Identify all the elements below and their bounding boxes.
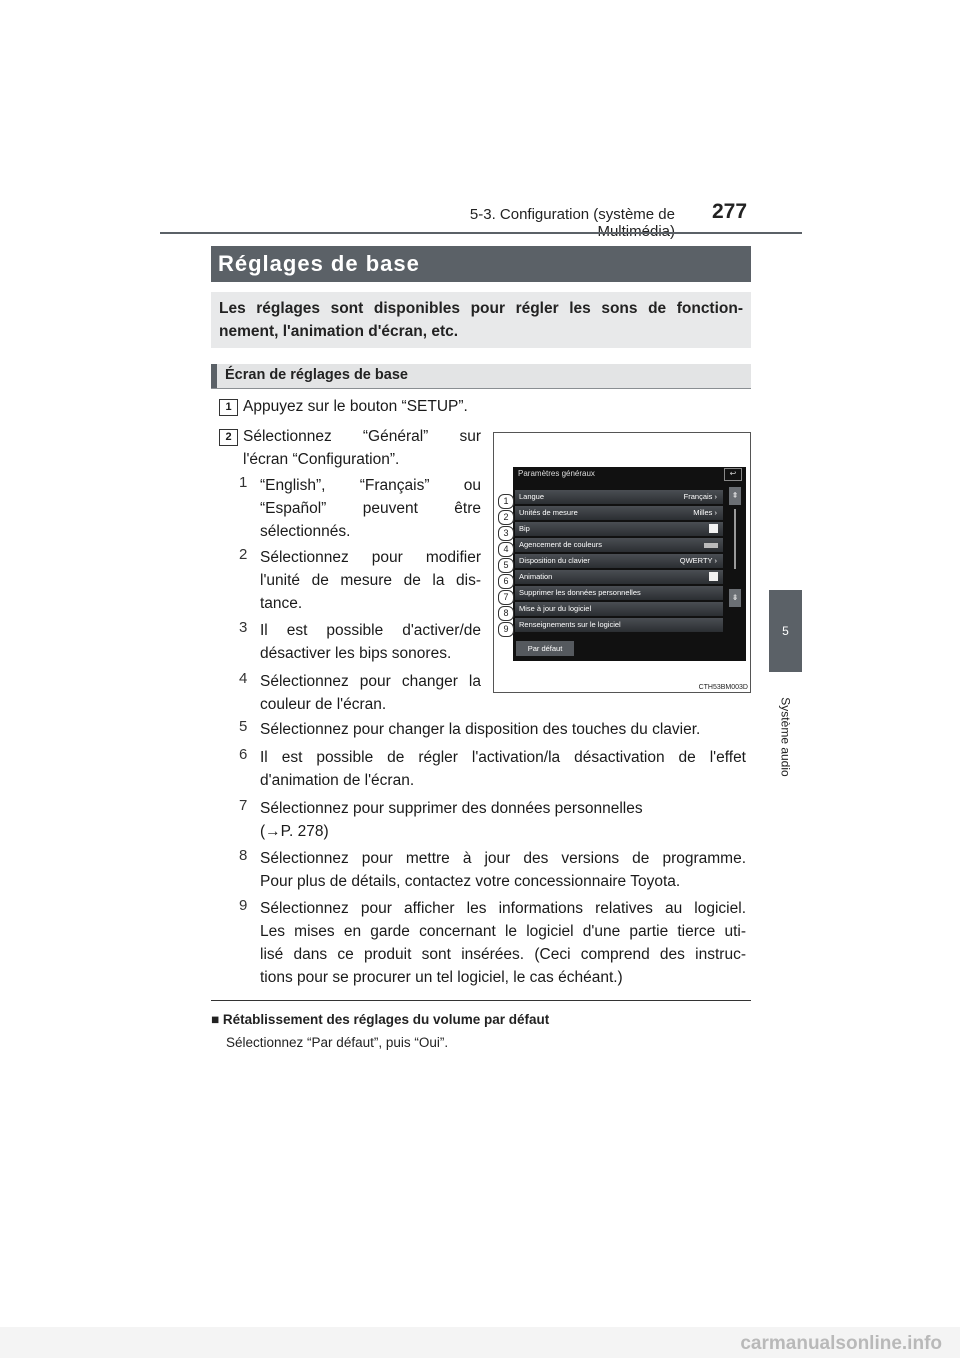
item-2-line-2: l'unité de mesure de la dis- bbox=[260, 572, 481, 589]
callout-8: 8 bbox=[498, 606, 514, 621]
settings-screen bbox=[513, 467, 746, 661]
item-3-line-1: Il est possible d'activer/de bbox=[260, 622, 481, 639]
callout-1: 1 bbox=[498, 494, 514, 509]
item-8-line-2: Pour plus de détails, contactez votre concessionnaire Toyota. bbox=[260, 873, 681, 890]
screen-row-software-info[interactable] bbox=[515, 618, 723, 633]
chapter-label bbox=[769, 672, 802, 802]
screen-row-keyboard[interactable] bbox=[515, 554, 723, 569]
item-9-line-1: Sélectionnez pour afficher les informations relatives au logiciel. bbox=[260, 900, 746, 917]
step-2-line-1: Sélectionnez “Général” sur bbox=[243, 428, 481, 445]
callout-5: 5 bbox=[498, 558, 514, 573]
screen-scrollbar[interactable] bbox=[729, 487, 741, 632]
item-6-line-1: Il est possible de régler l'activation/la désactivation de l'effet bbox=[260, 749, 746, 766]
screen-row-beep[interactable] bbox=[515, 522, 723, 537]
item-2-line-3: tance. bbox=[260, 595, 303, 612]
figure-id: CTH53BM003D bbox=[698, 684, 748, 691]
step-1-text: Appuyez sur le bouton “SETUP”. bbox=[243, 398, 468, 415]
screen-row-units[interactable] bbox=[515, 506, 723, 521]
subsection-title: Écran de réglages de base bbox=[225, 367, 408, 383]
screen-row-label: Agencement de couleurs bbox=[519, 540, 602, 549]
screen-row-language[interactable] bbox=[515, 490, 723, 505]
item-4-line-2: couleur de l'écran. bbox=[260, 696, 387, 713]
item-number-2: 2 bbox=[239, 546, 248, 563]
note-heading-text: Rétablissement des réglages du volume par défaut bbox=[222, 1012, 550, 1027]
screen-row-label: Animation bbox=[519, 572, 553, 581]
screen-row-delete-data[interactable] bbox=[515, 586, 723, 601]
screen-row-color[interactable] bbox=[515, 538, 723, 553]
callout-4: 4 bbox=[498, 542, 514, 557]
header-rule bbox=[160, 232, 802, 234]
item-number-1: 1 bbox=[239, 474, 248, 491]
item-number-3: 3 bbox=[239, 619, 248, 636]
note-rule bbox=[211, 1000, 751, 1001]
item-8-line-1: Sélectionnez pour mettre à jour des versions de programme. bbox=[260, 850, 746, 867]
item-4-line-1: Sélectionnez pour changer la bbox=[260, 673, 481, 690]
screen-row-software-update[interactable] bbox=[515, 602, 723, 617]
checkbox-icon[interactable] bbox=[709, 524, 718, 533]
intro-text: Les réglages sont disponibles pour régler les sons de fonction-nement, l'animation d'écran, etc. bbox=[219, 300, 743, 340]
item-1-line-2: “Español” peuvent être bbox=[260, 500, 481, 517]
item-number-8: 8 bbox=[239, 847, 248, 864]
checkbox-icon[interactable] bbox=[709, 572, 718, 581]
item-5-line-1: Sélectionnez pour changer la disposition des touches du clavier. bbox=[260, 721, 701, 738]
item-number-5: 5 bbox=[239, 718, 248, 735]
item-7-line-2: (→P. 278) bbox=[260, 823, 329, 840]
color-swatch-icon bbox=[704, 543, 718, 548]
step-badge-2: 2 bbox=[219, 429, 238, 446]
screen-row-label: Renseignements sur le logiciel bbox=[519, 620, 621, 629]
screen-row-label: Mise à jour du logiciel bbox=[519, 604, 592, 613]
screen-row-label: Unités de mesure bbox=[519, 508, 578, 517]
item-9-line-4: tions pour se procurer un tel logiciel, le cas échéant.) bbox=[260, 969, 623, 986]
note-body: Sélectionnez “Par défaut”, puis “Oui”. bbox=[226, 1035, 449, 1050]
callout-7: 7 bbox=[498, 590, 514, 605]
screen-row-label: Bip bbox=[519, 524, 530, 533]
item-number-6: 6 bbox=[239, 746, 248, 763]
screen-title: Paramètres généraux bbox=[518, 469, 595, 478]
item-7-line-1: Sélectionnez pour supprimer des données personnelles bbox=[260, 800, 643, 817]
subsection-bar bbox=[211, 364, 751, 389]
chapter-tab bbox=[769, 590, 802, 672]
chapter-number: 5 bbox=[782, 624, 789, 638]
screen-row-label: Supprimer les données personnelles bbox=[519, 588, 641, 597]
scroll-down-icon[interactable]: ⇟ bbox=[729, 589, 741, 607]
scroll-track bbox=[734, 509, 736, 569]
scroll-up-icon[interactable]: ⇞ bbox=[729, 487, 741, 505]
chapter-label-text: Système audio bbox=[778, 697, 793, 777]
item-3-line-2: désactiver les bips sonores. bbox=[260, 645, 452, 662]
page-number: 277 bbox=[712, 200, 748, 223]
default-button[interactable]: Par défaut bbox=[516, 641, 574, 656]
screen-row-animation[interactable] bbox=[515, 570, 723, 585]
screen-row-value: Français › bbox=[683, 492, 717, 501]
screen-row-label: Langue bbox=[519, 492, 545, 501]
page-title: Réglages de base bbox=[218, 251, 420, 276]
step-badge-1: 1 bbox=[219, 399, 238, 416]
item-1-line-3: sélectionnés. bbox=[260, 523, 351, 540]
subsection-accent bbox=[211, 364, 217, 388]
screen-row-value: Milles › bbox=[693, 508, 717, 517]
watermark-text: carmanualsonline.info bbox=[740, 1333, 942, 1354]
square-bullet-icon: ■ bbox=[211, 1012, 220, 1027]
settings-screen-figure bbox=[493, 432, 751, 693]
item-9-line-3: lisé dans ce produit sont insérées. (Ceci comprend des instruc- bbox=[260, 946, 746, 963]
item-number-7: 7 bbox=[239, 797, 248, 814]
item-number-4: 4 bbox=[239, 670, 248, 687]
intro-box bbox=[211, 292, 751, 348]
item-9-line-2: Les mises en garde concernant le logiciel d'une partie tierce uti- bbox=[260, 923, 746, 940]
item-number-9: 9 bbox=[239, 897, 248, 914]
callout-6: 6 bbox=[498, 574, 514, 589]
callout-3: 3 bbox=[498, 526, 514, 541]
note-heading bbox=[211, 1012, 549, 1027]
screen-row-value: QWERTY › bbox=[679, 556, 717, 565]
section-header: 5-3. Configuration (système de bbox=[469, 206, 675, 223]
footer-watermark-bar bbox=[0, 1327, 960, 1358]
callout-9: 9 bbox=[498, 622, 514, 637]
item-2-line-1: Sélectionnez pour modifier bbox=[260, 549, 481, 566]
item-1-line-1: “English”, “Français” ou bbox=[260, 477, 481, 494]
item-6-line-2: d'animation de l'écran. bbox=[260, 772, 415, 789]
back-arrow-icon[interactable]: ↩ bbox=[724, 468, 742, 481]
step-2-line-2: l'écran “Configuration”. bbox=[243, 451, 400, 468]
screen-row-label: Disposition du clavier bbox=[519, 556, 590, 565]
callout-2: 2 bbox=[498, 510, 514, 525]
title-bar bbox=[211, 246, 751, 282]
